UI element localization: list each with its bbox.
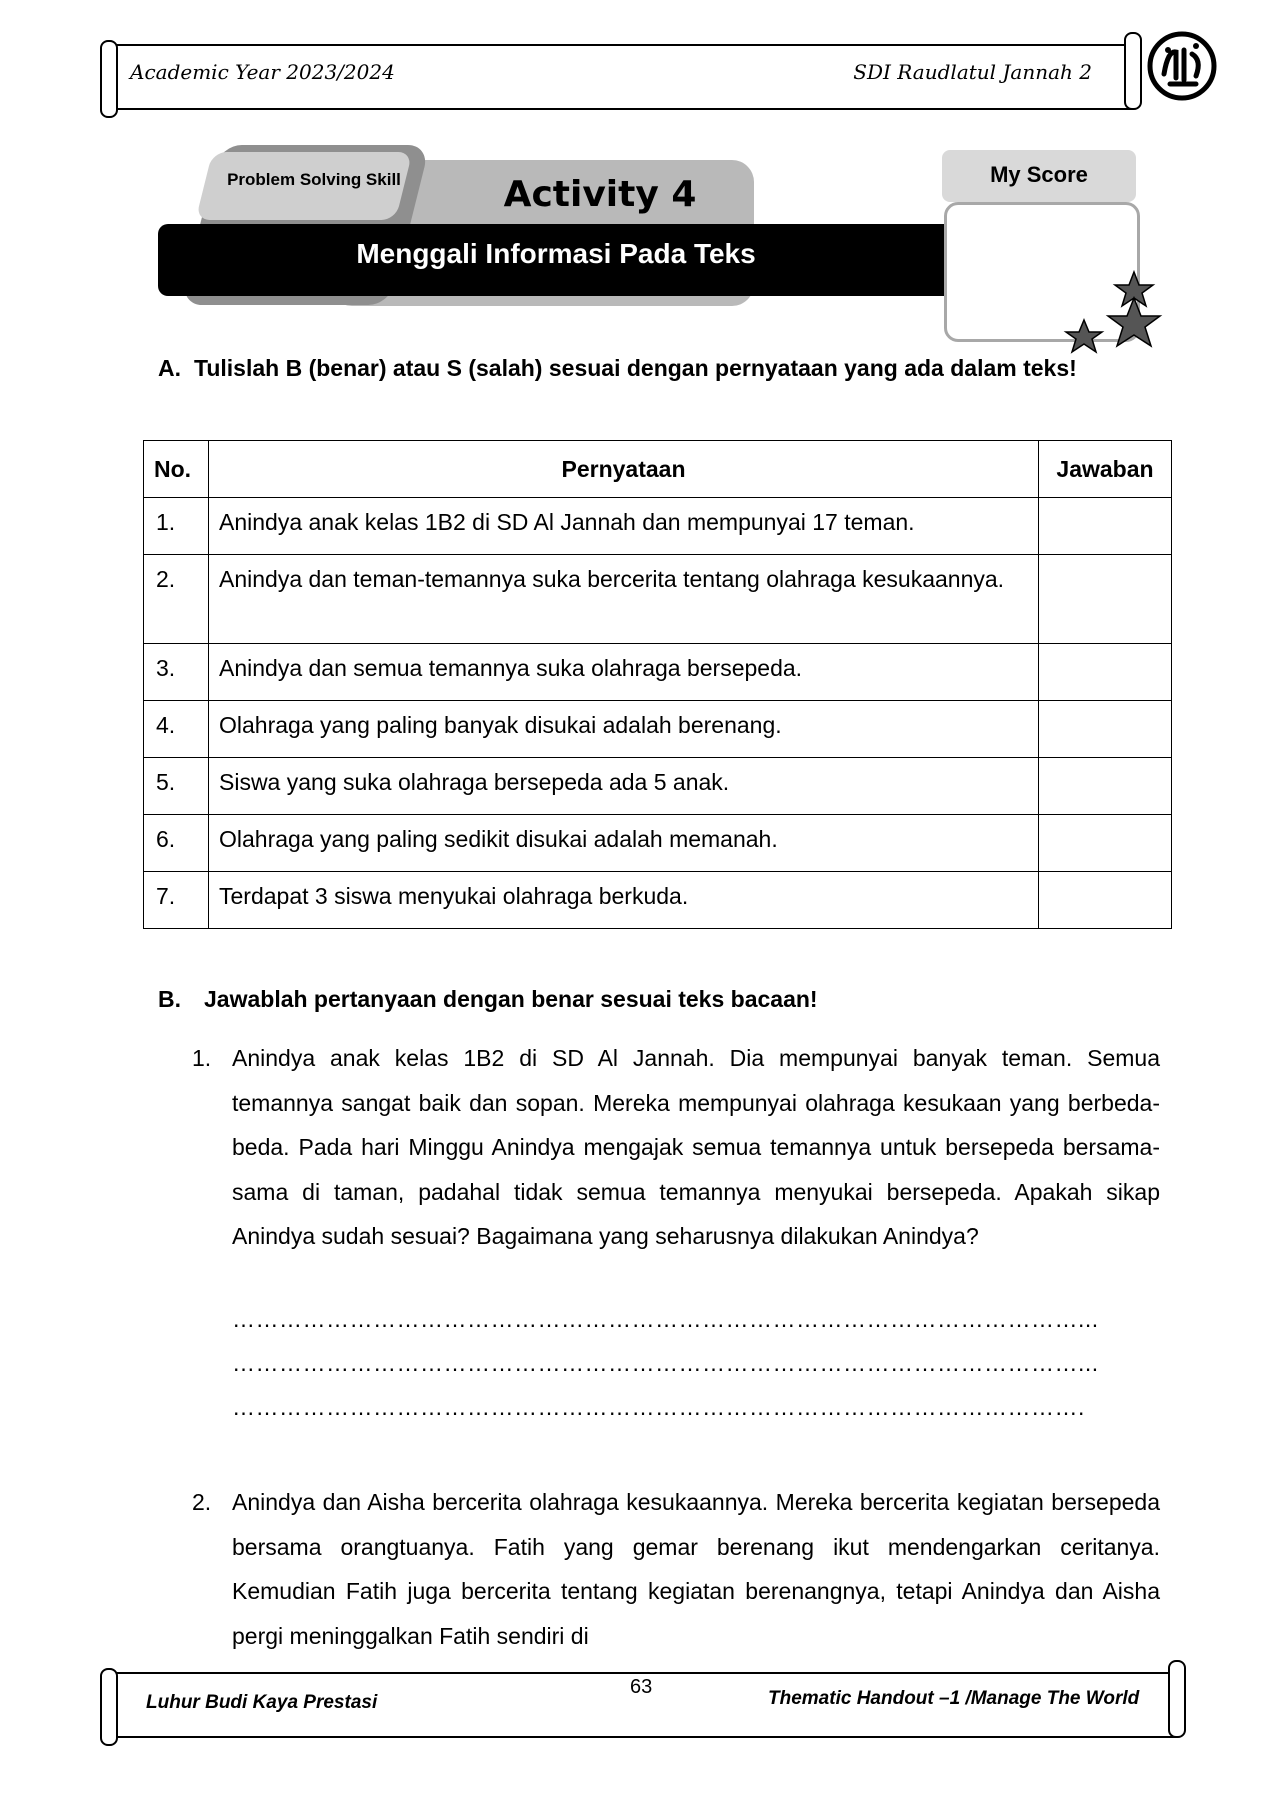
row-statement: Siswa yang suka olahraga bersepeda ada 5 anak. xyxy=(209,758,1039,815)
school-logo-icon xyxy=(1146,30,1218,102)
table-row xyxy=(144,498,1172,555)
scroll-curl-left xyxy=(100,40,118,118)
section-b-text: Jawablah pertanyaan dengan benar sesuai teks bacaan! xyxy=(204,986,818,1012)
table-row xyxy=(144,815,1172,872)
table-header-row xyxy=(144,441,1172,498)
section-b-letter: B. xyxy=(158,986,181,1012)
section-a-text: Tulislah B (benar) atau S (salah) sesuai dengan pernyataan yang ada dalam teks! xyxy=(194,355,1077,381)
table-row xyxy=(144,701,1172,758)
stars-icon xyxy=(1054,268,1164,354)
question-text: Anindya dan Aisha bercerita olahraga kesukaannya. Mereka bercerita kegiatan bersepeda bersama orangtuanya. Fatih yang gemar berenang ikut mendengarkan ceritanya. Kemudian Fatih juga bercerita tentang kegiatan berenangnya, tetapi Anindya dan Aisha pergi meninggalkan Fatih sendiri di xyxy=(232,1489,1160,1649)
header-statement: Pernyataan xyxy=(209,441,1039,498)
row-statement: Olahraga yang paling banyak disukai adalah berenang. xyxy=(209,701,1039,758)
table-row xyxy=(144,872,1172,929)
row-no: 5. xyxy=(144,758,209,815)
section-b-instruction xyxy=(158,986,818,1013)
answer-cell[interactable] xyxy=(1039,498,1172,555)
statement-table xyxy=(143,440,1172,929)
row-no: 1. xyxy=(144,498,209,555)
row-no: 2. xyxy=(144,555,209,644)
page-number: 63 xyxy=(630,1676,653,1698)
skill-tab-label: Problem Solving Skill xyxy=(227,170,401,189)
answer-line[interactable]: ………………………………………………………………………………………………. xyxy=(232,1394,1085,1420)
question-number: 1. xyxy=(192,1045,212,1071)
answer-cell[interactable] xyxy=(1039,701,1172,758)
row-statement: Anindya dan teman-temannya suka bercerita tentang olahraga kesukaannya. xyxy=(209,555,1039,644)
footer-curl-left xyxy=(100,1668,118,1746)
question-1 xyxy=(192,1036,1160,1259)
answer-line[interactable]: ………………………………………………………………………………………………... xyxy=(232,1350,1099,1376)
row-statement: Anindya dan semua temannya suka olahraga bersepeda. xyxy=(209,644,1039,701)
scroll-curl-right xyxy=(1124,32,1142,110)
footer-curl-right xyxy=(1168,1660,1186,1738)
activity-title: Activity 4 xyxy=(503,174,697,215)
section-a-instruction xyxy=(158,352,1162,385)
row-statement: Olahraga yang paling sedikit disukai adalah memanah. xyxy=(209,815,1039,872)
school-name: SDI Raudlatul Jannah 2 xyxy=(853,60,1092,84)
row-no: 6. xyxy=(144,815,209,872)
question-2 xyxy=(192,1480,1160,1658)
header-answer: Jawaban xyxy=(1039,441,1172,498)
answer-cell[interactable] xyxy=(1039,555,1172,644)
answer-cell[interactable] xyxy=(1039,872,1172,929)
answer-cell[interactable] xyxy=(1039,758,1172,815)
question-text: Anindya anak kelas 1B2 di SD Al Jannah. Dia mempunyai banyak teman. Semua temannya sangat baik dan sopan. Mereka mempunyai olahraga kesukaan yang berbeda-beda. Pada hari Minggu Anindya mengajak semua temannya untuk bersepeda bersama-sama di taman, padahal tidak semua temannya menyukai bersepeda. Apakah sikap Anindya sudah sesuai? Bagaimana yang seharusnya dilakukan Anindya? xyxy=(232,1045,1160,1249)
table-row xyxy=(144,644,1172,701)
row-no: 3. xyxy=(144,644,209,701)
answer-cell[interactable] xyxy=(1039,644,1172,701)
footer-handout: Thematic Handout –1 /Manage The World xyxy=(768,1688,1140,1709)
row-statement: Anindya anak kelas 1B2 di SD Al Jannah dan mempunyai 17 teman. xyxy=(209,498,1039,555)
score-label: My Score xyxy=(990,162,1088,187)
answer-cell[interactable] xyxy=(1039,815,1172,872)
footer-motto: Luhur Budi Kaya Prestasi xyxy=(146,1692,378,1713)
activity-subtitle: Menggali Informasi Pada Teks xyxy=(356,238,756,269)
section-a-letter: A. xyxy=(158,355,181,381)
row-no: 7. xyxy=(144,872,209,929)
answer-line[interactable]: ………………………………………………………………………………………………... xyxy=(232,1306,1099,1332)
table-row xyxy=(144,555,1172,644)
header-no: No. xyxy=(144,441,209,498)
academic-year: Academic Year 2023/2024 xyxy=(130,60,395,84)
question-number: 2. xyxy=(192,1489,212,1515)
table-row xyxy=(144,758,1172,815)
row-no: 4. xyxy=(144,701,209,758)
row-statement: Terdapat 3 siswa menyukai olahraga berkuda. xyxy=(209,872,1039,929)
